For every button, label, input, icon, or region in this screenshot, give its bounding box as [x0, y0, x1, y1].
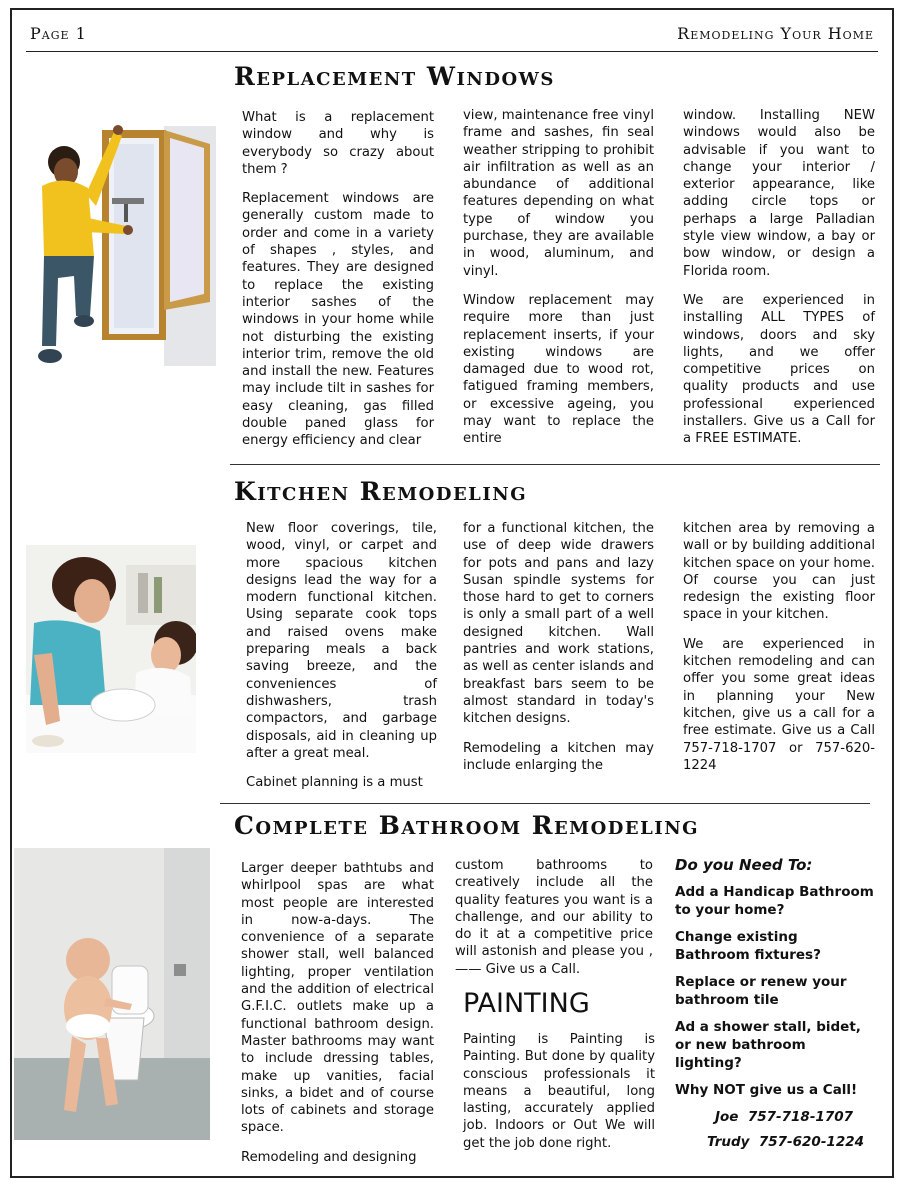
painting-text: [463, 1031, 655, 1152]
kitchen-paragraph: We are experienced in kitchen remodeling and can offer you some great ideas in planning your New kitchen, give us a call for a free estimate. Give us a Call 757-718-1707 or 757-620-1224: [683, 636, 875, 773]
kitchen-column-2: [463, 520, 654, 774]
callout-heading: Do you Need To:: [675, 856, 813, 874]
bathroom-photo: [14, 848, 210, 1140]
section-title-windows: Replacement Windows: [234, 62, 555, 91]
bathroom-paragraph: custom bathrooms to creatively include all the quality features you want is a challenge, and our ability to do it at a competitive price will astonish and please you , —— Give us a Call.: [455, 858, 653, 977]
windows-column-2: [463, 107, 654, 448]
windows-paragraph: Replacement windows are generally custom made to order and come in a variety of shapes , styles, and features. They are designed to replace the existing interior sashes of the windows in your home while not disturbing the existing interior trim, remove the old and install the new. Features may include tilt in sashes for easy cleaning, gas filled double paned glass for energy efficiency and clear: [242, 191, 434, 449]
windows-paragraph: What is a replacement window and why is everybody so crazy about them ?: [242, 110, 434, 177]
windows-column-1: [242, 109, 434, 450]
kitchen-photo: [26, 545, 196, 753]
windows-column-3: [683, 107, 875, 448]
header-rule: [26, 51, 878, 52]
painting-title: PAINTING: [463, 988, 590, 1019]
bathroom-column-1: [241, 860, 434, 1166]
callout-item: Replace or renew your bathroom tile: [675, 974, 847, 1008]
callout-item: Change existing Bathroom fixtures?: [675, 929, 821, 963]
bathroom-paragraph: Larger deeper bathtubs and whirlpool spas are what most people are interested in now-a-days. The convenience of a separate shower stall, well balanced lighting, proper ventilation and the addition of electrical G.F.I.C. outlets make up a functional bathroom design. Master bathrooms may want to include dressing tables, make up vanities, facial sinks, a bidet and of course lots of cabinets and storage space.: [241, 861, 434, 1136]
callout-item: Why NOT give us a Call!: [675, 1082, 858, 1098]
kitchen-column-1: [246, 520, 437, 791]
window-installer-illustration: [14, 116, 220, 376]
callout-item: Ad a shower stall, bidet, or new bathroom lighting?: [675, 1019, 861, 1071]
phone-trudy: Trudy 757-620-1224: [707, 1134, 864, 1150]
section-divider: [220, 803, 870, 804]
kitchen-paragraph: New floor coverings, tile, wood, vinyl, or carpet and more spacious kitchen designs lead the way for a modern functional kitchen. Using separate cook tops and raised ovens make preparing meals a back saving breeze, and the conveniences of dishwashers, trash compactors, and garbage disposals, aid in cleaning up after a great meal.: [246, 521, 437, 761]
windows-paragraph: We are experienced in installing ALL TYPES of windows, doors and sky lights, and we offer competitive prices on quality products and use professional experienced installers. Give us a Call for a FREE ESTIMATE.: [683, 292, 875, 447]
bathroom-paragraph: Remodeling and designing: [241, 1149, 417, 1165]
kitchen-column-3: [683, 520, 875, 774]
services-callout: [675, 856, 875, 1158]
section-title-kitchen: Kitchen Remodeling: [234, 477, 528, 506]
phone-joe: Joe 757-718-1707: [715, 1109, 853, 1125]
kitchen-paragraph: for a functional kitchen, the use of deep wide drawers for pots and pans and lazy Susan spindle systems for those hard to get to corners is only a small part of a well designed kitchen. Wall pantries and work stations, as well as center islands and breakfast bars seem to be almost standard in today's kitchen designs.: [463, 521, 654, 727]
newsletter-title: Remodeling Your Home: [677, 24, 874, 43]
painting-paragraph: Painting is Painting is Painting. But done by quality conscious professionals it means a beautiful, long lasting, accurately applied job. Indoors or Out We will get the job done right.: [463, 1032, 655, 1151]
section-title-bathroom: Complete Bathroom Remodeling: [234, 811, 700, 840]
callout-item: Add a Handicap Bathroom to your home?: [675, 884, 874, 918]
windows-paragraph: view, maintenance free vinyl frame and sashes, fin seal weather stripping to prohibit air infiltration as well as an abundance of additional features depending on what type of window you purchase, they are available in wood, aluminum, and vinyl.: [463, 108, 654, 279]
windows-paragraph: window. Installing NEW windows would also be advisable if you want to change your interior / exterior appearance, like adding circle tops or perhaps a large Palladian style view window, a bay or bow window, or design a Florida room.: [683, 108, 875, 279]
page-number: Page 1: [30, 24, 87, 43]
kitchen-paragraph: Remodeling a kitchen may include enlarging the: [463, 740, 654, 773]
section-divider: [230, 464, 880, 465]
kitchen-paragraph: Cabinet planning is a must: [246, 775, 423, 791]
bathroom-column-2: [455, 857, 653, 978]
windows-paragraph: Window replacement may require more than just replacement inserts, if your existing windows are damaged due to wood rot, fatigued framing members, or excessive ageing, you may want to replace the entire: [463, 292, 654, 447]
kitchen-paragraph: kitchen area by removing a wall or by building additional kitchen space on your home. Of course you can just redesign the existing floor space in your kitchen.: [683, 521, 875, 623]
